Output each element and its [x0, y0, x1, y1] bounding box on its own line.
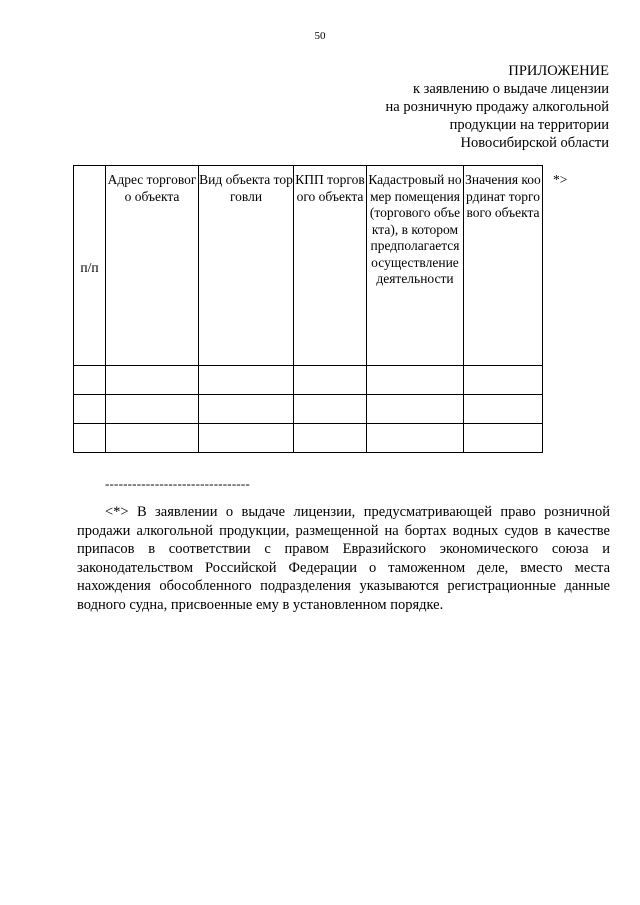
header-footnote-marker: *>	[553, 171, 568, 187]
table-row	[74, 395, 583, 424]
header-cell-object-type: Вид объекта торговли	[199, 166, 294, 366]
table-cell	[367, 395, 464, 424]
table-cell	[199, 424, 294, 453]
footnote-text: <*> В заявлении о выдаче лицензии, предусматривающей право розничной продажи алкогольной продукции, размещенной на бортах водных судов в качестве припасов в соответствии с правом Евразийского экономического союза и законодательством Российской Федерации о таможенном деле, вместо места нахождения обособленного подразделения указываются регистрационные данные водного судна, присвоенные ему в установленном порядке.	[77, 504, 610, 613]
table-cell	[367, 424, 464, 453]
appendix-heading	[289, 62, 609, 152]
table-cell	[74, 395, 106, 424]
appendix-line: ПРИЛОЖЕНИЕ	[508, 63, 609, 79]
appendix-line: на розничную продажу алкогольной	[385, 99, 609, 115]
appendix-line: к заявлению о выдаче лицензии	[412, 81, 609, 97]
objects-table	[73, 165, 583, 453]
header-cell-address: Адрес торгового объекта	[106, 166, 199, 366]
appendix-line: Новосибирской области	[460, 135, 609, 151]
table-cell	[294, 424, 367, 453]
table-cell	[106, 395, 199, 424]
table-cell	[464, 424, 543, 453]
table-cell-blank	[543, 395, 583, 424]
appendix-line: продукции на территории	[449, 117, 609, 133]
table-cell	[199, 366, 294, 395]
page-number: 50	[314, 30, 326, 42]
table-row	[74, 424, 583, 453]
table-cell	[294, 395, 367, 424]
table-row	[74, 366, 583, 395]
header-cell-kpp: КПП торгового объекта	[294, 166, 367, 366]
table-cell	[464, 395, 543, 424]
table-cell	[464, 366, 543, 395]
table-header-row	[74, 166, 583, 366]
table-cell	[74, 366, 106, 395]
footnote-separator: --------------------------------	[105, 476, 250, 491]
header-cell-number: п/п	[74, 166, 106, 366]
table-cell	[106, 366, 199, 395]
table-cell-blank	[543, 366, 583, 395]
header-cell-coordinates: Значения координат торгового объекта	[464, 166, 543, 366]
table-cell-blank	[543, 424, 583, 453]
table-cell	[294, 366, 367, 395]
table-cell	[199, 395, 294, 424]
table-cell	[367, 366, 464, 395]
table-cell	[74, 424, 106, 453]
table-cell	[106, 424, 199, 453]
header-cell-cadastral-number: Кадастровый номер помещения (торгового объекта), в котором предполагается осуществление деятельности	[367, 166, 464, 366]
